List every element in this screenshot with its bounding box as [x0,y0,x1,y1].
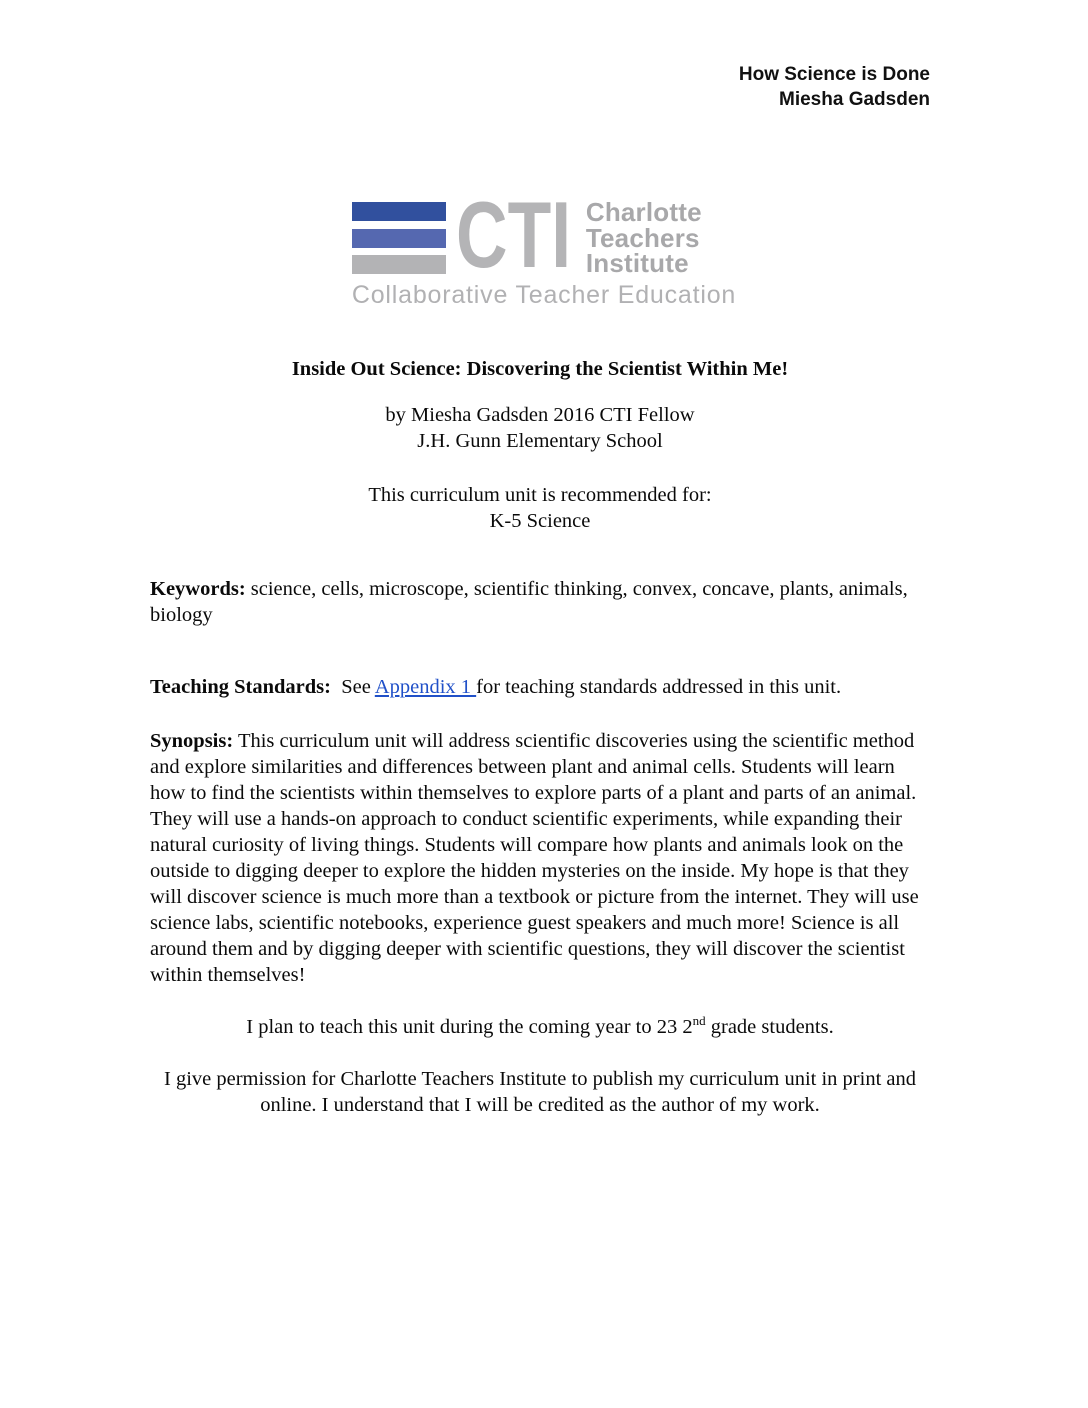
appendix-1-link[interactable]: Appendix 1 [374,676,477,698]
teaching-standards-post-link: for teaching standards addressed in this unit. [476,676,842,698]
cti-logo [351,182,737,310]
logo-bars-icon [352,202,446,274]
logo-bar-medium-blue [352,229,446,248]
teach-plan-text-start: I plan to teach this unit during the coming year to 23 2 [246,1016,693,1038]
logo-bar-gray [352,255,446,274]
logo-org-name-line3: Institute [585,248,689,278]
keywords-list: science, cells, microscope, scientific thinking, convex, concave, plants, animals, biology [150,578,913,626]
document-content [0,356,1088,1118]
logo-org-name [585,197,702,278]
logo-org-name-line2: Teachers [585,222,700,253]
keywords-paragraph [150,576,930,628]
byline-author: by Miesha Gadsden 2016 CTI Fellow [385,404,695,426]
unit-title: Inside Out Science: Discovering the Scientist Within Me! [291,358,789,380]
header-author-name: Miesha Gadsden [779,89,930,110]
synopsis-text: This curriculum unit will address scientific discoveries using the scientific method and explore similarities and differences between plant and animal cells. Students will learn how to find the scientists within themselves to explore parts of a plant and parts of an animal. They will use a hands-on approach to conduct scientific experiments, while expanding their natural curiosity of living things. Students will compare how plants and animals look on the outside to digging deeper to explore the hidden mysteries on the inside. My hope is that they will discover science is much more than a textbook or picture from the internet. They will use science labs, scientific notebooks, experience guest speakers and much more! Science is all around them and by digging deeper with scientific questions, they will discover the scientist within themselves! [150,730,924,986]
logo-bar-dark-blue [352,202,446,221]
logo-acronym-cti: CTI [455,182,571,287]
recommendation [150,482,930,534]
permission-statement: I give permission for Charlotte Teachers Institute to publish my curriculum unit in print and online. I understand that I will be credited as the author of my work. [164,1068,922,1116]
byline-school: J.H. Gunn Elementary School [417,430,663,452]
teaching-standards-label: Teaching Standards: [150,676,331,698]
teaching-standards-pre-link: See [330,676,375,698]
logo-tagline: Collaborative Teacher Education [351,281,737,309]
teach-plan-text-end: grade students. [705,1016,834,1038]
logo-org-name-line1: Charlotte [585,197,702,227]
page-header [0,0,1088,112]
synopsis-label: Synopsis: [150,730,234,752]
header-course-title: How Science is Done [738,64,930,85]
cti-logo-row [352,182,736,287]
synopsis-paragraph [150,728,930,988]
recommendation-intro: This curriculum unit is recommended for: [368,484,712,506]
grade-ordinal-suffix: nd [692,1013,706,1029]
keywords-label: Keywords: [150,578,246,600]
teaching-standards-paragraph [150,674,930,700]
logo-acronym-box [455,182,576,287]
byline [150,402,930,454]
recommendation-grades: K-5 Science [489,510,591,532]
teach-plan-statement [150,1014,930,1040]
